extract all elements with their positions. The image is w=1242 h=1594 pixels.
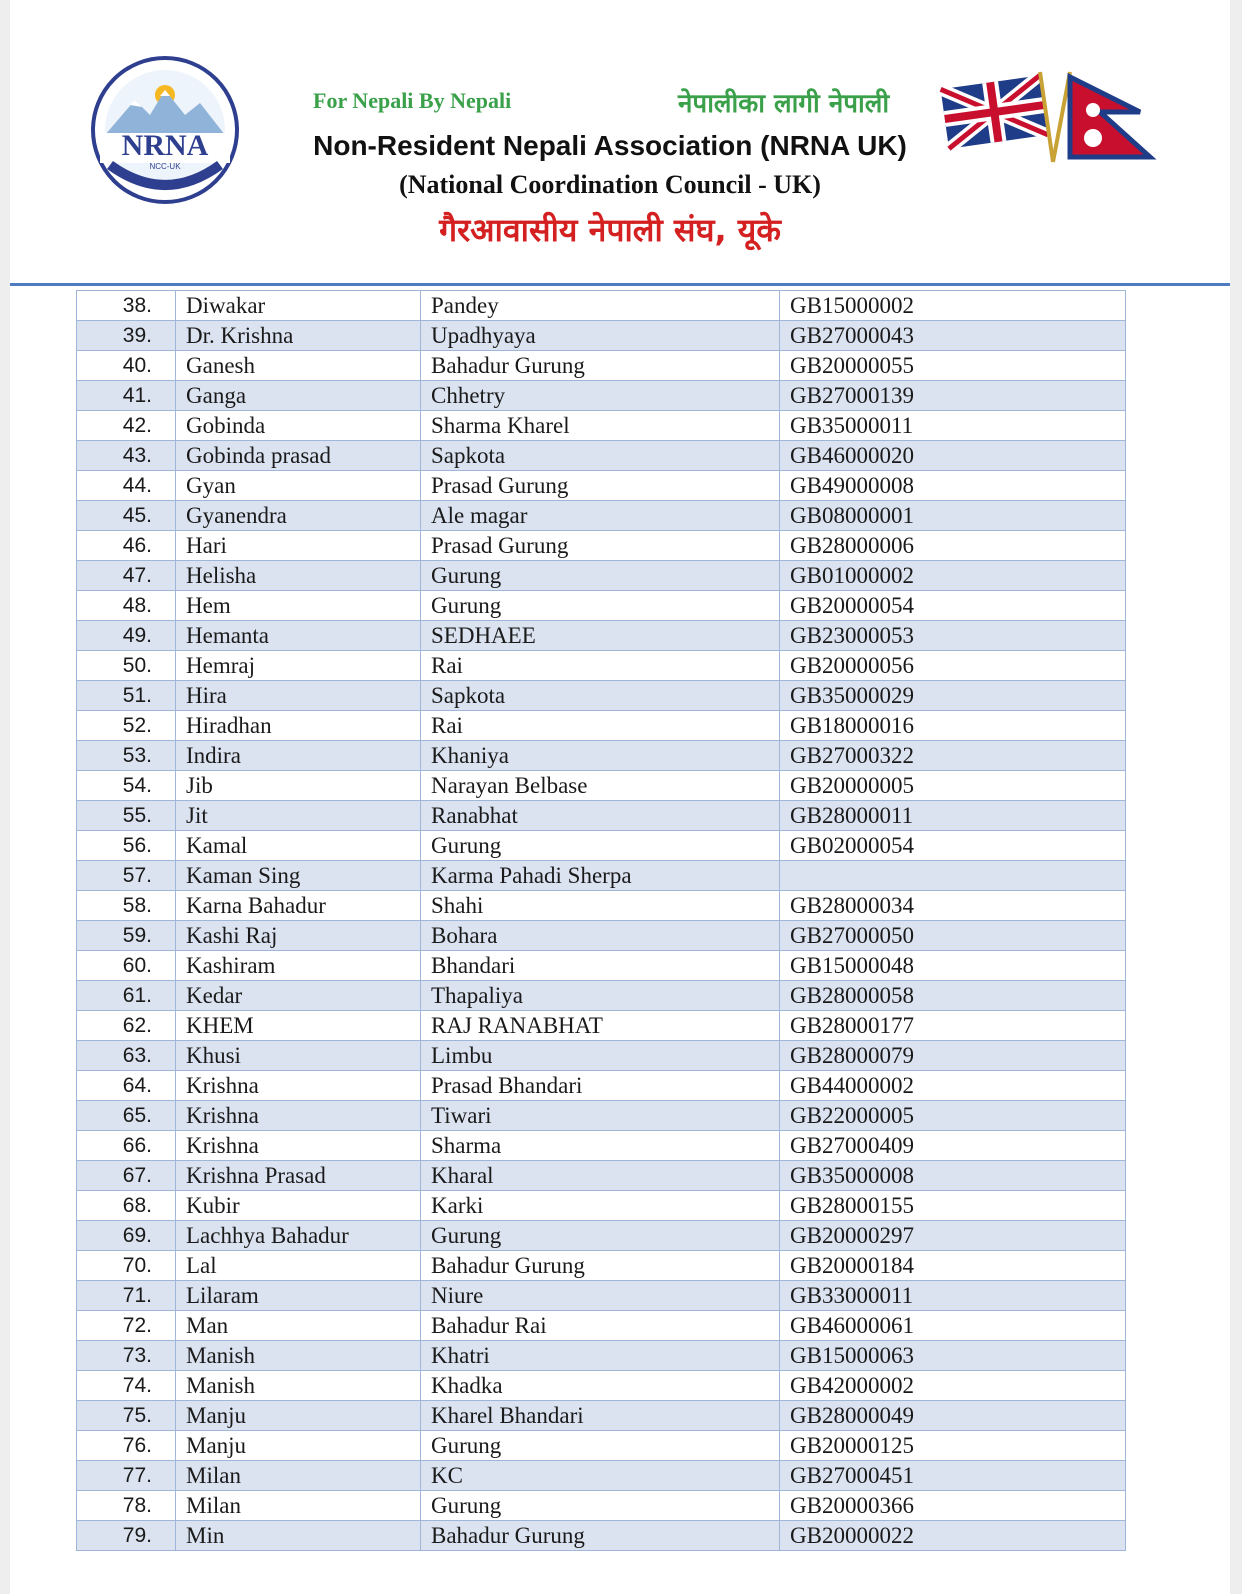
row-number-cell: 71. xyxy=(77,1281,176,1311)
first-name-cell: Manju xyxy=(176,1401,421,1431)
row-number-cell: 68. xyxy=(77,1191,176,1221)
last-name-cell: Ranabhat xyxy=(421,801,780,831)
first-name-cell: Karna Bahadur xyxy=(176,891,421,921)
first-name-cell: Man xyxy=(176,1311,421,1341)
row-number-cell: 42. xyxy=(77,411,176,441)
table-row xyxy=(77,471,1126,501)
first-name-cell: Manish xyxy=(176,1371,421,1401)
row-number-cell: 46. xyxy=(77,531,176,561)
member-id-cell: GB20000055 xyxy=(780,351,1126,381)
last-name-cell: Gurung xyxy=(421,831,780,861)
member-id-cell: GB15000002 xyxy=(780,291,1126,321)
row-number-cell: 67. xyxy=(77,1161,176,1191)
member-id-cell: GB28000177 xyxy=(780,1011,1126,1041)
first-name-cell: Gobinda prasad xyxy=(176,441,421,471)
member-id-cell: GB49000008 xyxy=(780,471,1126,501)
member-id-cell: GB01000002 xyxy=(780,561,1126,591)
last-name-cell: Gurung xyxy=(421,1491,780,1521)
table-row xyxy=(77,1191,1126,1221)
last-name-cell: Rai xyxy=(421,651,780,681)
first-name-cell: Hemraj xyxy=(176,651,421,681)
first-name-cell: Milan xyxy=(176,1491,421,1521)
member-id-cell xyxy=(780,861,1126,891)
table-row xyxy=(77,921,1126,951)
member-id-cell: GB22000005 xyxy=(780,1101,1126,1131)
first-name-cell: Indira xyxy=(176,741,421,771)
last-name-cell: Khatri xyxy=(421,1341,780,1371)
table-row xyxy=(77,831,1126,861)
row-number-cell: 60. xyxy=(77,951,176,981)
last-name-cell: Prasad Gurung xyxy=(421,471,780,501)
table-row xyxy=(77,711,1126,741)
first-name-cell: Hemanta xyxy=(176,621,421,651)
table-row xyxy=(77,1401,1126,1431)
table-row xyxy=(77,1101,1126,1131)
table-row xyxy=(77,981,1126,1011)
last-name-cell: Chhetry xyxy=(421,381,780,411)
last-name-cell: Prasad Bhandari xyxy=(421,1071,780,1101)
row-number-cell: 66. xyxy=(77,1131,176,1161)
last-name-cell: Upadhyaya xyxy=(421,321,780,351)
first-name-cell: Kashi Raj xyxy=(176,921,421,951)
last-name-cell: Bahadur Rai xyxy=(421,1311,780,1341)
member-id-cell: GB27000139 xyxy=(780,381,1126,411)
row-number-cell: 77. xyxy=(77,1461,176,1491)
first-name-cell: Krishna xyxy=(176,1101,421,1131)
member-id-cell: GB20000184 xyxy=(780,1251,1126,1281)
logo-sub: NCC-UK xyxy=(149,162,181,171)
table-row xyxy=(77,621,1126,651)
row-number-cell: 69. xyxy=(77,1221,176,1251)
row-number-cell: 57. xyxy=(77,861,176,891)
last-name-cell: Karma Pahadi Sherpa xyxy=(421,861,780,891)
last-name-cell: Sapkota xyxy=(421,441,780,471)
first-name-cell: Hira xyxy=(176,681,421,711)
member-id-cell: GB20000056 xyxy=(780,651,1126,681)
organization-title-nepali: गैरआवासीय नेपाली संघ, यूके xyxy=(439,211,781,249)
last-name-cell: Bahadur Gurung xyxy=(421,1251,780,1281)
row-number-cell: 54. xyxy=(77,771,176,801)
row-number-cell: 49. xyxy=(77,621,176,651)
member-id-cell: GB20000054 xyxy=(780,591,1126,621)
row-number-cell: 41. xyxy=(77,381,176,411)
member-id-cell: GB35000011 xyxy=(780,411,1126,441)
last-name-cell: Bhandari xyxy=(421,951,780,981)
row-number-cell: 44. xyxy=(77,471,176,501)
member-table xyxy=(76,290,1126,1551)
first-name-cell: KHEM xyxy=(176,1011,421,1041)
member-id-cell: GB35000008 xyxy=(780,1161,1126,1191)
row-number-cell: 74. xyxy=(77,1371,176,1401)
first-name-cell: Kaman Sing xyxy=(176,861,421,891)
row-number-cell: 61. xyxy=(77,981,176,1011)
row-number-cell: 62. xyxy=(77,1011,176,1041)
table-row xyxy=(77,351,1126,381)
last-name-cell: Gurung xyxy=(421,1221,780,1251)
table-row xyxy=(77,531,1126,561)
member-id-cell: GB46000061 xyxy=(780,1311,1126,1341)
table-row xyxy=(77,651,1126,681)
row-number-cell: 65. xyxy=(77,1101,176,1131)
document-page xyxy=(10,0,1230,1594)
member-id-cell: GB23000053 xyxy=(780,621,1126,651)
table-row xyxy=(77,1041,1126,1071)
table-row xyxy=(77,561,1126,591)
row-number-cell: 55. xyxy=(77,801,176,831)
row-number-cell: 75. xyxy=(77,1401,176,1431)
member-id-cell: GB20000005 xyxy=(780,771,1126,801)
table-row xyxy=(77,1521,1126,1551)
first-name-cell: Jit xyxy=(176,801,421,831)
nrna-logo xyxy=(90,55,240,205)
last-name-cell: Bahadur Gurung xyxy=(421,1521,780,1551)
member-id-cell: GB20000022 xyxy=(780,1521,1126,1551)
letterhead xyxy=(10,0,1230,290)
first-name-cell: Krishna Prasad xyxy=(176,1161,421,1191)
row-number-cell: 64. xyxy=(77,1071,176,1101)
council-subtitle: (National Coordination Council - UK) xyxy=(399,170,821,199)
first-name-cell: Kubir xyxy=(176,1191,421,1221)
row-number-cell: 38. xyxy=(77,291,176,321)
first-name-cell: Lachhya Bahadur xyxy=(176,1221,421,1251)
table-row xyxy=(77,951,1126,981)
first-name-cell: Krishna xyxy=(176,1131,421,1161)
member-id-cell: GB27000043 xyxy=(780,321,1126,351)
row-number-cell: 52. xyxy=(77,711,176,741)
last-name-cell: Sharma xyxy=(421,1131,780,1161)
row-number-cell: 48. xyxy=(77,591,176,621)
table-row xyxy=(77,1431,1126,1461)
row-number-cell: 51. xyxy=(77,681,176,711)
last-name-cell: Limbu xyxy=(421,1041,780,1071)
last-name-cell: Gurung xyxy=(421,1431,780,1461)
last-name-cell: Ale magar xyxy=(421,501,780,531)
last-name-cell: Rai xyxy=(421,711,780,741)
table-row xyxy=(77,1281,1126,1311)
table-row xyxy=(77,591,1126,621)
first-name-cell: Kashiram xyxy=(176,951,421,981)
first-name-cell: Gyanendra xyxy=(176,501,421,531)
table-row xyxy=(77,741,1126,771)
table-row xyxy=(77,441,1126,471)
last-name-cell: Gurung xyxy=(421,591,780,621)
first-name-cell: Diwakar xyxy=(176,291,421,321)
table-row xyxy=(77,1251,1126,1281)
member-id-cell: GB28000049 xyxy=(780,1401,1126,1431)
last-name-cell: RAJ RANABHAT xyxy=(421,1011,780,1041)
header-divider xyxy=(10,283,1230,286)
last-name-cell: Tiwari xyxy=(421,1101,780,1131)
last-name-cell: Khaniya xyxy=(421,741,780,771)
row-number-cell: 78. xyxy=(77,1491,176,1521)
table-row xyxy=(77,1341,1126,1371)
member-id-cell: GB15000048 xyxy=(780,951,1126,981)
row-number-cell: 40. xyxy=(77,351,176,381)
table-row xyxy=(77,291,1126,321)
first-name-cell: Gyan xyxy=(176,471,421,501)
first-name-cell: Dr. Krishna xyxy=(176,321,421,351)
first-name-cell: Min xyxy=(176,1521,421,1551)
table-row xyxy=(77,1071,1126,1101)
first-name-cell: Hem xyxy=(176,591,421,621)
member-id-cell: GB35000029 xyxy=(780,681,1126,711)
last-name-cell: Prasad Gurung xyxy=(421,531,780,561)
row-number-cell: 43. xyxy=(77,441,176,471)
member-id-cell: GB28000058 xyxy=(780,981,1126,1011)
last-name-cell: Karki xyxy=(421,1191,780,1221)
row-number-cell: 56. xyxy=(77,831,176,861)
table-row xyxy=(77,501,1126,531)
row-number-cell: 39. xyxy=(77,321,176,351)
last-name-cell: Thapaliya xyxy=(421,981,780,1011)
first-name-cell: Kamal xyxy=(176,831,421,861)
table-row xyxy=(77,1221,1126,1251)
table-row xyxy=(77,681,1126,711)
member-id-cell: GB20000125 xyxy=(780,1431,1126,1461)
row-number-cell: 79. xyxy=(77,1521,176,1551)
table-row xyxy=(77,861,1126,891)
first-name-cell: Lal xyxy=(176,1251,421,1281)
organization-title: Non-Resident Nepali Association (NRNA UK) xyxy=(313,130,907,161)
last-name-cell: Sapkota xyxy=(421,681,780,711)
first-name-cell: Jib xyxy=(176,771,421,801)
member-id-cell: GB28000079 xyxy=(780,1041,1126,1071)
last-name-cell: Bahadur Gurung xyxy=(421,351,780,381)
table-row xyxy=(77,1161,1126,1191)
table-row xyxy=(77,771,1126,801)
member-id-cell: GB28000034 xyxy=(780,891,1126,921)
uk-nepal-flags-icon xyxy=(935,62,1160,172)
tagline-english: For Nepali By Nepali xyxy=(313,88,512,113)
member-id-cell: GB46000020 xyxy=(780,441,1126,471)
member-id-cell: GB28000011 xyxy=(780,801,1126,831)
row-number-cell: 76. xyxy=(77,1431,176,1461)
table-row xyxy=(77,1311,1126,1341)
first-name-cell: Lilaram xyxy=(176,1281,421,1311)
last-name-cell: Niure xyxy=(421,1281,780,1311)
row-number-cell: 53. xyxy=(77,741,176,771)
row-number-cell: 70. xyxy=(77,1251,176,1281)
member-id-cell: GB08000001 xyxy=(780,501,1126,531)
first-name-cell: Manju xyxy=(176,1431,421,1461)
first-name-cell: Ganesh xyxy=(176,351,421,381)
last-name-cell: Khadka xyxy=(421,1371,780,1401)
first-name-cell: Manish xyxy=(176,1341,421,1371)
member-id-cell: GB18000016 xyxy=(780,711,1126,741)
table-row xyxy=(77,411,1126,441)
first-name-cell: Krishna xyxy=(176,1071,421,1101)
table-row xyxy=(77,1461,1126,1491)
logo-text: NRNA xyxy=(121,129,209,162)
row-number-cell: 50. xyxy=(77,651,176,681)
last-name-cell: Kharal xyxy=(421,1161,780,1191)
row-number-cell: 47. xyxy=(77,561,176,591)
table-row xyxy=(77,891,1126,921)
member-id-cell: GB27000322 xyxy=(780,741,1126,771)
member-id-cell: GB15000063 xyxy=(780,1341,1126,1371)
first-name-cell: Ganga xyxy=(176,381,421,411)
last-name-cell: Sharma Kharel xyxy=(421,411,780,441)
first-name-cell: Hiradhan xyxy=(176,711,421,741)
row-number-cell: 58. xyxy=(77,891,176,921)
tagline-nepali: नेपालीका लागी नेपाली xyxy=(678,89,890,119)
member-id-cell: GB20000297 xyxy=(780,1221,1126,1251)
first-name-cell: Milan xyxy=(176,1461,421,1491)
first-name-cell: Helisha xyxy=(176,561,421,591)
last-name-cell: SEDHAEE xyxy=(421,621,780,651)
first-name-cell: Khusi xyxy=(176,1041,421,1071)
first-name-cell: Kedar xyxy=(176,981,421,1011)
table-row xyxy=(77,801,1126,831)
table-row xyxy=(77,1011,1126,1041)
member-id-cell: GB27000451 xyxy=(780,1461,1126,1491)
row-number-cell: 59. xyxy=(77,921,176,951)
table-row xyxy=(77,1371,1126,1401)
member-id-cell: GB27000050 xyxy=(780,921,1126,951)
last-name-cell: Kharel Bhandari xyxy=(421,1401,780,1431)
first-name-cell: Hari xyxy=(176,531,421,561)
row-number-cell: 72. xyxy=(77,1311,176,1341)
member-id-cell: GB28000006 xyxy=(780,531,1126,561)
member-id-cell: GB27000409 xyxy=(780,1131,1126,1161)
last-name-cell: Gurung xyxy=(421,561,780,591)
member-id-cell: GB28000155 xyxy=(780,1191,1126,1221)
member-id-cell: GB33000011 xyxy=(780,1281,1126,1311)
last-name-cell: Shahi xyxy=(421,891,780,921)
member-id-cell: GB02000054 xyxy=(780,831,1126,861)
table-row xyxy=(77,321,1126,351)
member-id-cell: GB20000366 xyxy=(780,1491,1126,1521)
table-row xyxy=(77,1131,1126,1161)
member-id-cell: GB42000002 xyxy=(780,1371,1126,1401)
row-number-cell: 45. xyxy=(77,501,176,531)
last-name-cell: Pandey xyxy=(421,291,780,321)
row-number-cell: 63. xyxy=(77,1041,176,1071)
last-name-cell: KC xyxy=(421,1461,780,1491)
table-row xyxy=(77,1491,1126,1521)
table-row xyxy=(77,381,1126,411)
last-name-cell: Bohara xyxy=(421,921,780,951)
first-name-cell: Gobinda xyxy=(176,411,421,441)
member-id-cell: GB44000002 xyxy=(780,1071,1126,1101)
last-name-cell: Narayan Belbase xyxy=(421,771,780,801)
row-number-cell: 73. xyxy=(77,1341,176,1371)
